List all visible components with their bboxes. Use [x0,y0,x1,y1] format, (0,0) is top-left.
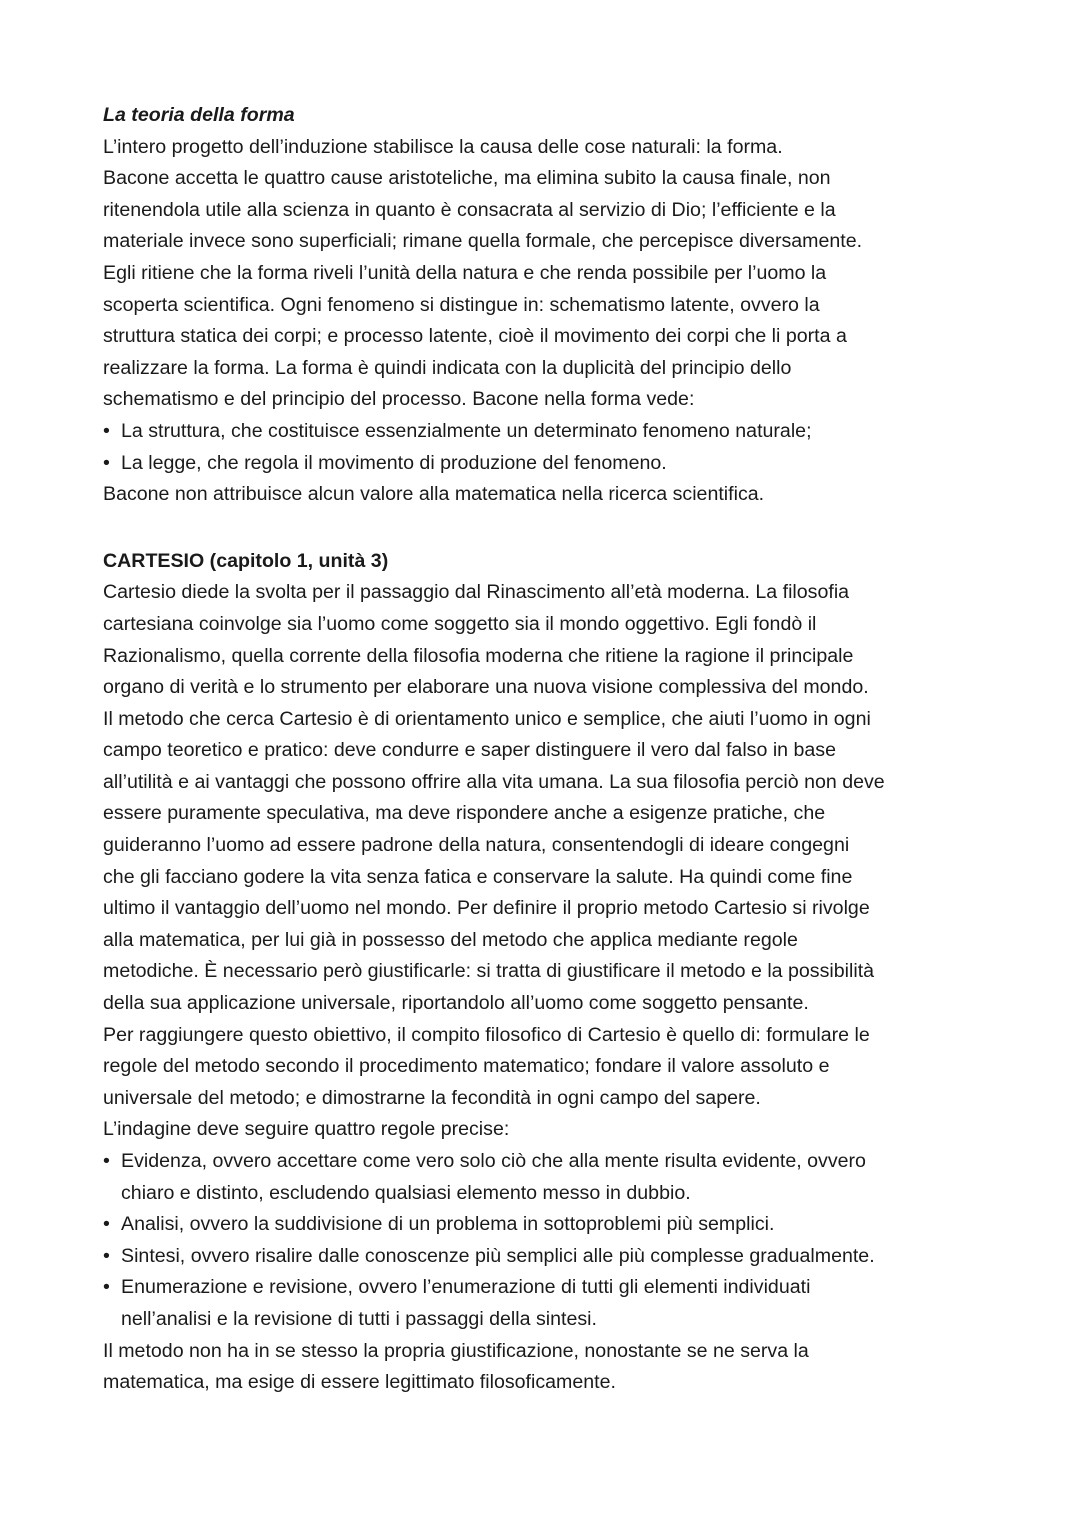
text-line: L’indagine deve seguire quattro regole precise: [103,1118,510,1141]
bullet-item-sintesi: • Sintesi, ovvero risalire dalle conoscenze più semplici alle più complesse gradualmente. [103,1241,1003,1273]
text-line: guideranno l’uomo ad essere padrone della natura, consentendogli di ideare congegni [103,834,850,857]
section-title-cartesio: CARTESIO (capitolo 1, unità 3) [103,549,389,572]
text-line: schematismo e del principio del processo. Bacone nella forma vede: [103,388,695,411]
section2-closing [103,1336,1003,1399]
text-line: Razionalismo, quella corrente della filosofia moderna che ritiene la ragione il principale [103,644,854,667]
text-line: L’intero progetto dell’induzione stabilisce la causa delle cose naturali: la forma. [103,135,783,158]
text-line: struttura statica dei corpi; e processo latente, cioè il movimento dei corpi che li porta a [103,325,847,348]
section-title-teoria-forma: La teoria della forma [103,104,295,126]
section1-closing: Bacone non attribuisce alcun valore alla matematica nella ricerca scientifica. [103,483,765,506]
text-line: Bacone accetta le quattro cause aristoteliche, ma elimina subito la causa finale, non [103,167,831,190]
text-line: ritenendola utile alla scienza in quanto è consacrata al servizio di Dio; l’efficiente e la [103,198,836,221]
text-line: scoperta scientifica. Ogni fenomeno si distingue in: schematismo latente, ovvero la [103,293,820,316]
text-line: Il metodo che cerca Cartesio è di orientamento unico e semplice, che aiuti l’uomo in ogni [103,707,871,730]
section1-bullet-list [103,416,1003,479]
bullet-item-continuation: chiaro e distinto, escludendo qualsiasi elemento messo in dubbio. [121,1181,691,1204]
bullet-item-analisi: • Analisi, ovvero la suddivisione di un problema in sottoproblemi più semplici. [103,1209,1003,1241]
text-line: all’utilità e ai vantaggi che possono offrire alla vita umana. La sua filosofia perciò non deve [103,770,885,793]
text-line: essere puramente speculativa, ma deve rispondere anche a esigenze pratiche, che [103,802,826,825]
text-line: Per raggiungere questo obiettivo, il compito filosofico di Cartesio è quello di: formulare le [103,1023,870,1046]
text-line: Egli ritiene che la forma riveli l’unità della natura e che renda possibile per l’uomo la [103,261,827,284]
section2-paragraph [103,577,1003,1146]
text-line: materiale invece sono superficiali; rimane quella formale, che percepisce diversamente. [103,230,863,253]
bullet-item-evidenza: • Evidenza, ovvero accettare come vero solo ciò che alla mente risulta evidente, ovvero [103,1146,1003,1178]
text-line: universale del metodo; e dimostrarne la fecondità in ogni campo del sapere. [103,1086,761,1109]
text-line: cartesiana coinvolge sia l’uomo come soggetto sia il mondo oggettivo. Egli fondò il [103,612,817,635]
bullet-item: • La struttura, che costituisce essenzialmente un determinato fenomeno naturale; [103,416,1003,448]
section2-bullet-list [103,1146,1003,1336]
text-line: Il metodo non ha in se stesso la propria giustificazione, nonostante se ne serva la [103,1339,809,1362]
text-line: campo teoretico e pratico: deve condurre e saper distinguere il vero dal falso in base [103,739,837,762]
text-line: matematica, ma esige di essere legittimato filosoficamente. [103,1371,616,1394]
text-line: realizzare la forma. La forma è quindi indicata con la duplicità del principio dello [103,356,792,379]
text-line: organo di verità e lo strumento per elaborare una nuova visione complessiva del mondo. [103,676,869,699]
text-line: ultimo il vantaggio dell’uomo nel mondo. Per definire il proprio metodo Cartesio si rivolge [103,897,870,920]
bullet-item: • La legge, che regola il movimento di produzione del fenomeno. [103,448,1003,480]
bullet-item-enumerazione: • Enumerazione e revisione, ovvero l’enumerazione di tutti gli elementi individuati [103,1272,1003,1304]
text-line: della sua applicazione universale, riportandolo all’uomo come soggetto pensante. [103,992,809,1015]
document-page [103,100,1003,1399]
text-line: Cartesio diede la svolta per il passaggio dal Rinascimento all’età moderna. La filosofia [103,581,850,604]
bullet-item-continuation: nell’analisi e la revisione di tutti i passaggi della sintesi. [121,1307,597,1330]
text-line: alla matematica, per lui già in possesso del metodo che applica mediante regole [103,928,798,951]
section-gap [103,511,1003,546]
text-line: che gli facciano godere la vita senza fatica e conservare la salute. Ha quindi come fine [103,865,853,888]
text-line: regole del metodo secondo il procedimento matematico; fondare il valore assoluto e [103,1055,830,1078]
section1-paragraph [103,132,1003,416]
text-line: metodiche. È necessario però giustificarle: si tratta di giustificare il metodo e la possibilità [103,960,875,983]
